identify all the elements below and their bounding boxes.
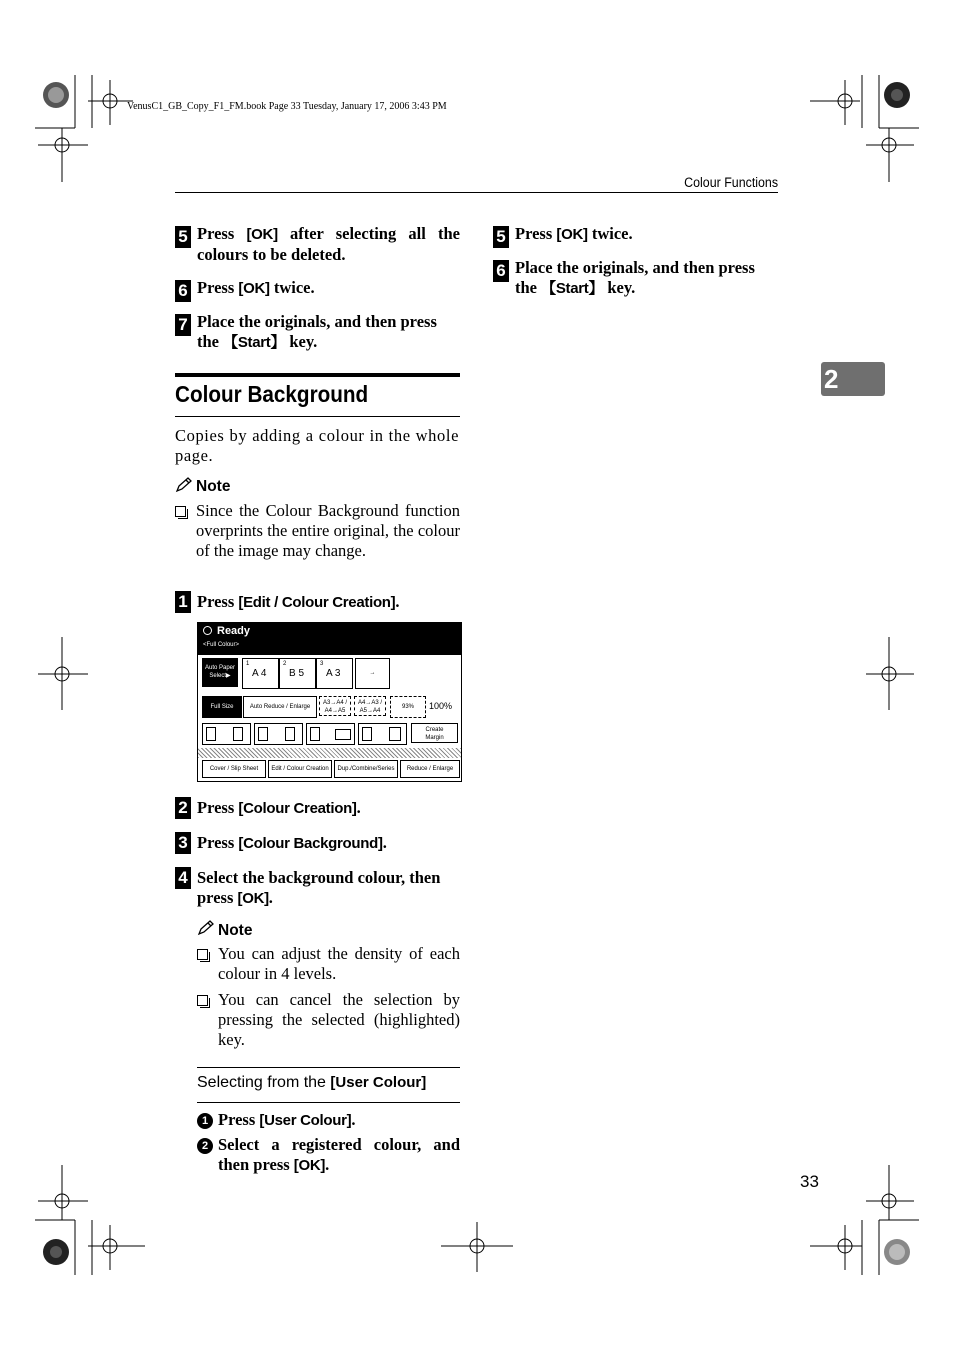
- heading-rule-top: [175, 373, 460, 377]
- substep-2: [197, 1135, 460, 1176]
- step-text: Press [Colour Creation].: [197, 798, 361, 817]
- step-number: 5: [175, 226, 191, 248]
- chapter-tab: [821, 362, 885, 396]
- checkbox-bullet-icon: [175, 506, 186, 517]
- step-text: Select the background colour, then press [OK].: [197, 868, 441, 907]
- auto-paper-select-button[interactable]: Auto Paper Select▶: [202, 658, 238, 687]
- zoom-display: 100%: [429, 701, 453, 711]
- subheading: Selecting from the [User Colour]: [197, 1074, 427, 1091]
- tray-2-button[interactable]: 2 B 5: [279, 658, 316, 689]
- hatched-band: [198, 748, 461, 758]
- step-number: 1: [175, 591, 191, 613]
- step-1: [175, 589, 460, 613]
- step-number: 4: [175, 867, 191, 889]
- intro-text: Copies by adding a colour in the whole page.: [175, 426, 459, 465]
- ready-icon: [203, 626, 212, 635]
- tab-dup-combine-series[interactable]: Dup./Combine/Series: [334, 760, 398, 778]
- step-text: Press [Edit / Colour Creation].: [197, 592, 400, 611]
- step-4: [175, 865, 460, 909]
- note-title: Note: [218, 922, 253, 939]
- section-heading: Colour Background: [175, 381, 369, 407]
- step-2: [175, 795, 460, 819]
- step-number: 6: [175, 280, 191, 302]
- heading-rule-bottom: [175, 416, 460, 417]
- note-title: Note: [196, 478, 231, 495]
- note-header: [175, 477, 460, 497]
- create-margin-button[interactable]: Create Margin: [411, 723, 458, 743]
- checkbox-bullet-icon: [197, 949, 208, 960]
- subheading-rule-top: [197, 1067, 460, 1068]
- step-text: Select a registered colour, and then press [OK].: [218, 1135, 460, 1174]
- step-7-left: [175, 312, 460, 353]
- step-number: 5: [493, 226, 509, 248]
- note-2: [197, 920, 460, 1050]
- note-header: [197, 920, 460, 940]
- page-number: 33: [800, 1172, 819, 1191]
- note-text: You can cancel the selection by pressing the selected (highlighted) key.: [218, 990, 460, 1049]
- function-key-3[interactable]: [306, 723, 355, 745]
- function-key-1[interactable]: [202, 723, 251, 745]
- status-text: Ready: [217, 625, 251, 637]
- header-rule: [175, 192, 778, 193]
- step-number: 3: [175, 832, 191, 854]
- chapter-number: 2: [824, 364, 839, 394]
- step-text: Place the originals, and then press the 【Start】 key.: [515, 258, 755, 297]
- step-number: 2: [175, 797, 191, 819]
- subheading-rule-bottom: [197, 1102, 460, 1103]
- note-item: [197, 944, 460, 984]
- step-3: [175, 830, 460, 854]
- note-text: You can adjust the density of each colour in 4 levels.: [218, 944, 460, 983]
- file-info: VenusC1_GB_Copy_F1_FM.book Page 33 Tuesday, January 17, 2006 3:43 PM: [127, 101, 447, 112]
- tab-edit-colour-creation[interactable]: Edit / Colour Creation: [268, 760, 332, 778]
- ratio-3-button[interactable]: 93%: [390, 696, 426, 718]
- note-item: [175, 501, 460, 561]
- status-bar: [198, 623, 461, 655]
- ratio-2-button[interactable]: A4→A3 / A5→A4: [354, 696, 386, 716]
- colour-mode: <Full Colour>: [203, 642, 240, 648]
- step-5-right: [493, 224, 778, 245]
- substep-1: [197, 1110, 460, 1131]
- tab-cover-slip-sheet[interactable]: Cover / Slip Sheet: [202, 760, 266, 778]
- step-text: Press [OK] after selecting all the colours to be deleted.: [197, 224, 460, 264]
- function-key-2[interactable]: [254, 723, 303, 745]
- step-6-right: [493, 258, 778, 299]
- function-key-4[interactable]: [358, 723, 407, 745]
- substep-number: 2: [197, 1138, 213, 1154]
- ratio-1-button[interactable]: A3→A4 / A4→A5: [319, 696, 351, 716]
- note-1: [175, 477, 460, 561]
- step-number: 6: [493, 260, 509, 282]
- note-text: Since the Colour Background function overprints the entire original, the colour of the image may change.: [196, 501, 460, 560]
- pencil-icon: [197, 920, 215, 936]
- substep-number: 1: [197, 1113, 213, 1129]
- bypass-tray-button[interactable]: →: [355, 658, 390, 689]
- step-6-left: [175, 278, 460, 299]
- auto-reduce-enlarge-button[interactable]: Auto Reduce / Enlarge: [243, 696, 317, 718]
- step-number: 7: [175, 314, 191, 336]
- step-text: Place the originals, and then press the 【Start】 key.: [197, 312, 437, 351]
- running-header: Colour Functions: [684, 175, 778, 190]
- note-item: [197, 990, 460, 1050]
- step-text: Press [OK] twice.: [515, 224, 633, 243]
- tab-reduce-enlarge[interactable]: Reduce / Enlarge: [400, 760, 460, 778]
- copier-screen: [197, 622, 462, 782]
- step-text: Press [Colour Background].: [197, 833, 387, 852]
- step-text: Press [OK] twice.: [197, 278, 315, 297]
- tray-3-button[interactable]: 3 A 3: [316, 658, 353, 689]
- step-text: Press [User Colour].: [218, 1110, 356, 1129]
- step-5-left: [175, 224, 460, 265]
- checkbox-bullet-icon: [197, 995, 208, 1006]
- tray-1-button[interactable]: 1 A 4: [242, 658, 279, 689]
- pencil-icon: [175, 477, 193, 493]
- full-size-button[interactable]: Full Size: [202, 696, 242, 718]
